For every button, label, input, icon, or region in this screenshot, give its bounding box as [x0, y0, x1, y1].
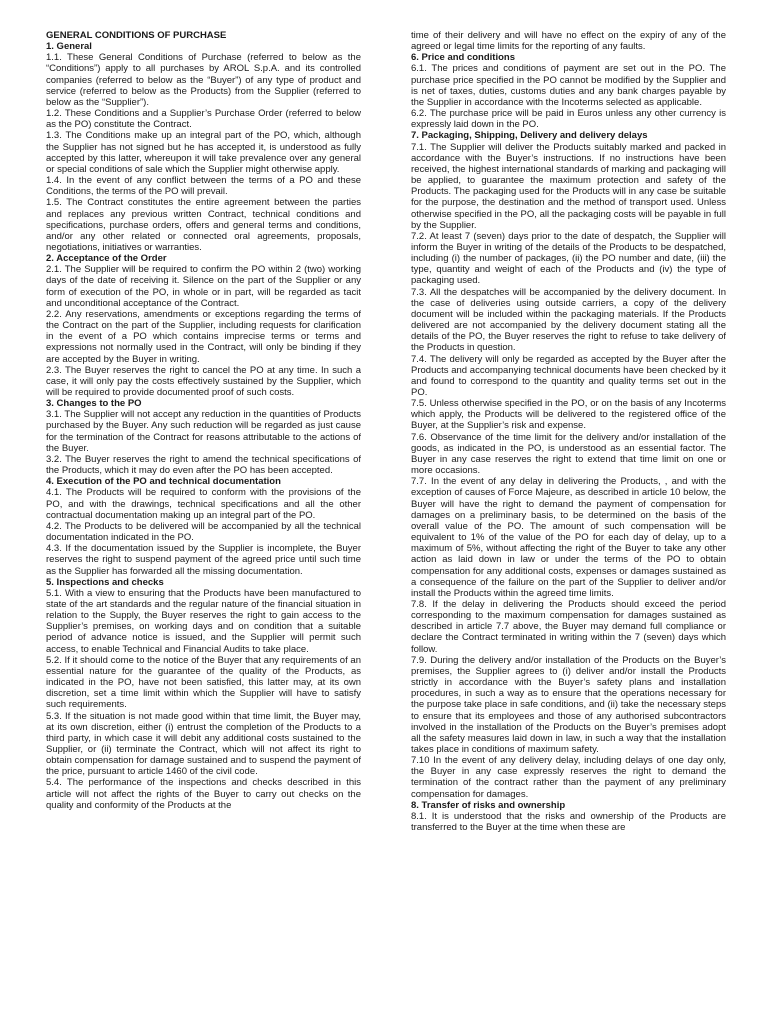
- clause-paragraph: 7.3. All the despatches will be accompanied by the delivery document. In the case of deliveries using outside carriers, a copy of the delivery document will be included within the packaging materials. If the Products delivered are not accompanied by the delivery document stating all the details of the PO, the Buyer reserves the right to refuse to take delivery of the Products in question.: [411, 286, 726, 354]
- clause-paragraph: 7.8. If the delay in delivering the Products should exceed the period corresponding to the maximum compensation for damages sustained as described in article 7.7 above, the Buyer may demand full compliance or declare the Contract terminated in writing within the 7 (seven) days which follow.: [411, 598, 726, 655]
- section-heading: 4. Execution of the PO and technical documentation: [46, 476, 281, 488]
- clause-paragraph: 7.5. Unless otherwise specified in the PO, or on the basis of any Incoterms which apply, the Products will be delivered to the registered office of the Buyer, at the Supplier’s risk and expense.: [411, 398, 726, 432]
- clause-paragraph: 3.1. The Supplier will not accept any reduction in the quantities of Products purchased by the Buyer. Any such reduction will be regarded as just cause for the termination of the Contract for reasons attributable to the actions of the Buyer.: [46, 409, 361, 454]
- clause-paragraph: 5.4. The performance of the inspections and checks described in this article will not affect the rights of the Buyer to carry out checks on the quality and conformity of the Products at the: [46, 777, 361, 811]
- clause-paragraph: 7.2. At least 7 (seven) days prior to the date of despatch, the Supplier will inform the Buyer in writing of the details of the Products to be despatched, including (i) the number of packages, (ii) the PO number and date, (iii) the type, quantity and weight of each of the Products and (iv) the type of packaging used.: [411, 230, 726, 287]
- right-column: [411, 30, 726, 1020]
- section-heading: 3. Changes to the PO: [46, 398, 142, 410]
- clause-paragraph: 7.10 In the event of any delivery delay, including delays of one day only, the Buyer in any case expressly reserves the right to demand the termination of the contract rather than the payment of any preliminary compensation for damages.: [411, 755, 726, 800]
- section-heading: 8. Transfer of risks and ownership: [411, 799, 566, 811]
- section-heading: 5. Inspections and checks: [46, 576, 164, 588]
- clause-paragraph: 7.6. Observance of the time limit for the delivery and/or installation of the goods, as indicated in the PO, is understood as an essential factor. The Buyer in any case reserves the right to extend that time limit on one or more occasions.: [411, 431, 726, 477]
- clause-paragraph: 5.3. If the situation is not made good within that time limit, the Buyer may, at its own discretion, either (i) entrust the completion of the Products to a third party, in which case it will debit any additional costs sustained to the Supplier, or (ii) terminate the Contract, which will not affect its right to obtain compensation for damage sustained and to suspend the payment of the price, pursuant to article 1460 of the civil code.: [46, 710, 361, 778]
- clause-paragraph: 7.1. The Supplier will deliver the Products suitably marked and packed in accordance with the Buyer’s instructions. If no instructions have been received, the highest international standards of marking and packaging will be applied, to guarantee the maximum protection and safety of the Products. The packaging used for the Products will in any case be suitable for the purpose, the destination and the method of transport used. Unless otherwise specified in the PO, all the packaging costs will be payable in full by the Supplier.: [411, 141, 726, 231]
- clause-paragraph: 7.9. During the delivery and/or installation of the Products on the Buyer’s premises, the Supplier agrees to (i) deliver and/or install the Products strictly in accordance with the Buyer’s safety plans and installation procedures, in such a way as to ensure that the operations necessary for the purpose take place in safe conditions, and (ii) take the necessary steps to ensure that its employees and those of any authorised subcontractors involved in the installation of the Products on the Buyer’s premises adopt all the safety measures laid down in law, in such a way that the installation takes place in conditions of maximum safety.: [411, 654, 726, 755]
- clause-paragraph: 5.1. With a view to ensuring that the Products have been manufactured to state of the art standards and the regular nature of the financial situation in relation to the Supply, the Buyer reserves the right to gain access to the Supplier’s premises, on working days and on condition that a suitable period of advance notice is issued, and the Supplier will permit such access, to enable Technical and Financial Audits to take place.: [46, 587, 361, 655]
- clause-paragraph: 1.1. These General Conditions of Purchase (referred to below as the “Conditions”) apply to all purchases by AROL S.p.A. and its controlled companies (referred to below as the “Buyer”) of any type of product and service (referred to below as the Products) from the Supplier (referred to below as the “Supplier”).: [46, 52, 361, 108]
- clause-paragraph: 1.5. The Contract constitutes the entire agreement between the parties and replaces any previous written Contract, technical conditions and specifications, purchase orders, offers and general terms and conditions, and/or any other related or connected oral agreements, proposals, negotiations, initiatives or warranties.: [46, 197, 361, 253]
- clause-paragraph: 6.2. The purchase price will be paid in Euros unless any other currency is expressly laid down in the PO.: [411, 108, 726, 131]
- clause-paragraph: 1.2. These Conditions and a Supplier’s Purchase Order (referred to below as the PO) constitute the Contract.: [46, 108, 361, 131]
- section-heading: 6. Price and conditions: [411, 52, 515, 64]
- clause-paragraph: 2.3. The Buyer reserves the right to cancel the PO at any time. In such a case, it will only pay the costs effectively sustained by the Supplier, which will be required to provide documented proof of such costs.: [46, 364, 361, 398]
- clause-paragraph: 6.1. The prices and conditions of payment are set out in the PO. The purchase price specified in the PO cannot be modified by the Supplier and is net of taxes, duties, customs duties and any bank charges payable by the Supplier in accordance with the Incoterms selected as applicable.: [411, 63, 726, 108]
- clause-paragraph: 2.1. The Supplier will be required to confirm the PO within 2 (two) working days of the date of receiving it. Silence on the part of the Supplier or any form of execution of the PO, in whole or in part, will be regarded as tacit and unconditional acceptance of the Contract.: [46, 264, 361, 309]
- clause-paragraph: 8.1. It is understood that the risks and ownership of the Products are transferred to the Buyer at the time when these are: [411, 810, 726, 834]
- clause-paragraph: 7.7. In the event of any delay in delivering the Products, , and with the exception of causes of Force Majeure, as described in article 10 below, the Buyer will have the right to demand the payment of compensation for damages on a preliminary basis, to be determined on the basis of the overall value of the PO. The amount of such compensation will be equivalent to 1% of the value of the PO for each day of delay, up to a maximum of 5%, without affecting the right of the Buyer to take any other action as laid down in law or under the terms of the PO to obtain compensation for any additional costs, expenses or damages sustained as a consequence of the failure on the part of the Supplier to deliver and/or install the Products within the agreed time limits.: [411, 476, 726, 599]
- clause-paragraph: 2.2. Any reservations, amendments or exceptions regarding the terms of the Contract on the part of the Supplier, including requests for clarification in the event of a PO which contains imprecise terms or terms and expressions not normally used in the Contract, will only be binding if they are accepted by the Buyer in writing.: [46, 308, 361, 365]
- clause-paragraph: 1.4. In the event of any conflict between the terms of a PO and these Conditions, the terms of the PO will prevail.: [46, 175, 361, 198]
- clause-paragraph: 4.2. The Products to be delivered will be accompanied by all the technical documentation indicated in the PO.: [46, 520, 361, 544]
- section-heading: 7. Packaging, Shipping, Delivery and delivery delays: [411, 130, 648, 142]
- document-title: GENERAL CONDITIONS OF PURCHASE: [46, 30, 227, 41]
- clause-paragraph: 1.3. The Conditions make up an integral part of the PO, which, although the Supplier has not signed but he has accepted it, is understood as fully accepted by this latter, whereupon it will take prevalence over any general or special conditions of sale which the Supplier might otherwise apply.: [46, 130, 361, 175]
- clause-paragraph: 7.4. The delivery will only be regarded as accepted by the Buyer after the Products and accompanying technical documents have been checked by it and found to correspond to the quantity and quality terms set out in the PO.: [411, 353, 726, 398]
- left-column: [46, 30, 361, 1020]
- section-heading: 1. General: [46, 41, 92, 53]
- clause-paragraph: time of their delivery and will have no effect on the expiry of any of the agreed or legal time limits for the reporting of any faults.: [411, 30, 726, 53]
- clause-paragraph: 5.2. If it should come to the notice of the Buyer that any requirements of an essential nature for the guarantee of the quality of the Products, as indicated in the PO, have not been satisfied, this latter may, at its own discretion, set a time limit within which the Supplier will have to satisfy such requirements.: [46, 654, 361, 711]
- section-heading: 2. Acceptance of the Order: [46, 253, 167, 265]
- clause-paragraph: 4.3. If the documentation issued by the Supplier is incomplete, the Buyer reserves the right to suspend payment of the agreed price until such time as the Supplier has forwarded all the missing documentation.: [46, 543, 361, 577]
- clause-paragraph: 3.2. The Buyer reserves the right to amend the technical specifications of the Products, which it may do even after the PO has been accepted.: [46, 453, 361, 477]
- clause-paragraph: 4.1. The Products will be required to conform with the provisions of the PO, and with the drawings, technical specifications and all the other contractual documentation making up an integral part of the PO.: [46, 487, 361, 521]
